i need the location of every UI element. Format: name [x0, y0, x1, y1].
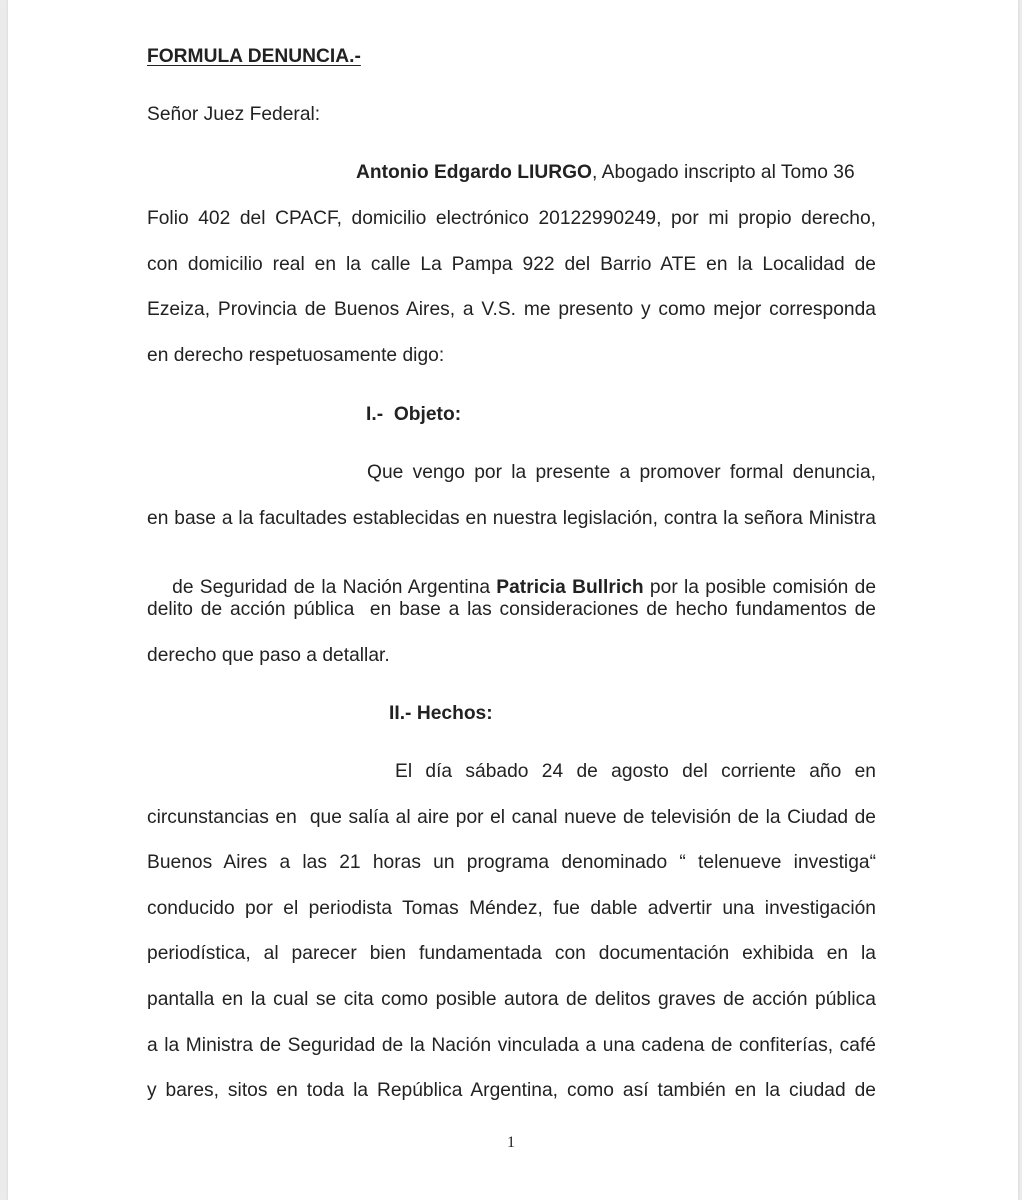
respondent-name: Patricia Bullrich [496, 577, 644, 598]
section-2-line-1: El día sábado 24 de agosto del corriente año en [395, 761, 876, 782]
intro-line-2: Folio 402 del CPACF, domicilio electrónico 20122990249, por mi propio derecho, [147, 208, 876, 229]
section-2-line-3: Buenos Aires a las 21 horas un programa denominado “ telenueve investiga“ [147, 852, 876, 873]
complainant-name: Antonio Edgardo LIURGO [356, 162, 592, 183]
section-2-line-7: a la Ministra de Seguridad de la Nación vinculada a una cadena de confiterías, café [147, 1035, 876, 1056]
section-2-line-6: pantalla en la cual se cita como posible autora de delitos graves de acción pública [147, 989, 876, 1010]
section-1-line-3-before: de Seguridad de la Nación Argentina [172, 577, 497, 598]
intro-line-1-rest: , Abogado inscripto al Tomo 36 [592, 162, 855, 183]
intro-line-1 [356, 161, 876, 185]
section-1-line-2: en base a la facultades establecidas en nuestra legislación, contra la señora Ministra [147, 508, 876, 529]
section-2-line-4: conducido por el periodista Tomas Méndez, fue dable advertir una investigación [147, 898, 876, 919]
page-number: 1 [507, 1134, 515, 1151]
section-1-line-4: delito de acción pública en base a las consideraciones de hecho fundamentos de [147, 599, 876, 620]
section-1-heading: I.- Objeto: [366, 404, 462, 425]
section-2-heading: II.- Hechos: [389, 703, 493, 724]
salutation: Señor Juez Federal: [147, 104, 321, 125]
section-2-line-2: circunstancias en que salía al aire por el canal nueve de televisión de la Ciudad de [147, 807, 876, 828]
section-1-line-1: Que vengo por la presente a promover formal denuncia, [367, 462, 876, 483]
intro-line-3: con domicilio real en la calle La Pampa 922 del Barrio ATE en la Localidad de [147, 254, 876, 275]
document-title: FORMULA DENUNCIA.- [147, 46, 361, 67]
intro-line-5: en derecho respetuosamente digo: [147, 345, 445, 366]
section-2-line-5: periodística, al parecer bien fundamentada con documentación exhibida en la [147, 943, 876, 964]
section-1-line-5: derecho que paso a detallar. [147, 645, 390, 666]
section-2-line-8: y bares, sitos en toda la República Argentina, como así también en la ciudad de [147, 1080, 876, 1101]
document-page [8, 0, 1018, 1200]
section-1-line-3-after: por la posible comisión de [643, 577, 877, 598]
intro-line-4: Ezeiza, Provincia de Buenos Aires, a V.S. me presento y como mejor corresponda [147, 299, 876, 320]
